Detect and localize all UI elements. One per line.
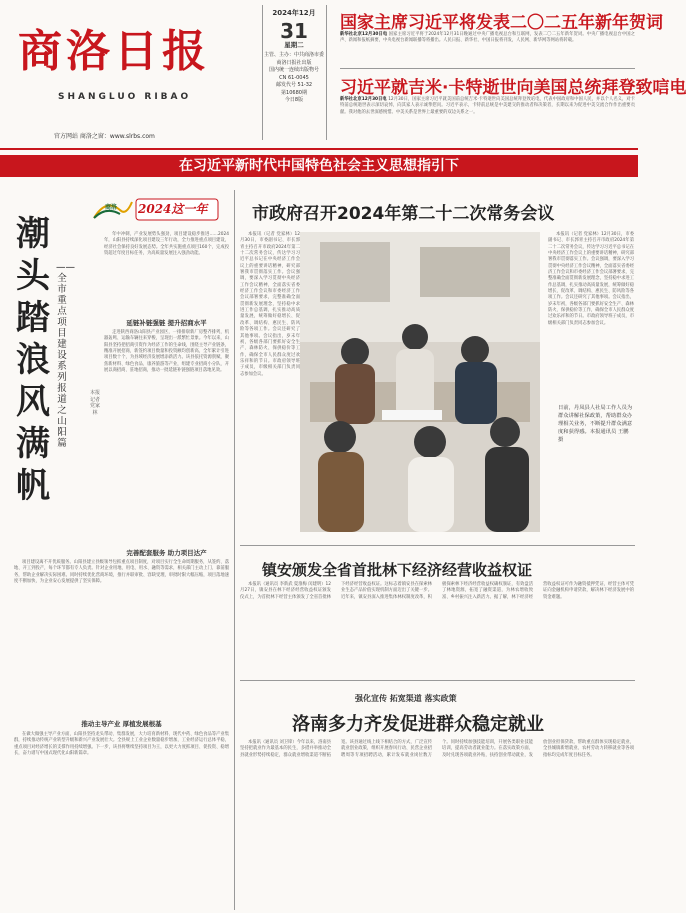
issue-line: 国内统一连续出版物号 (268, 67, 319, 73)
main-article-text: 本报讯（记者 党家林）12月30日，市委副书记、市长郭青主持召开市政府2024年第二十二次常务会议，传达学习习近平总书记在中央经济工作会议上的重要讲话精神，研究部署我市贯彻落实工作。会议强调，要深入学习贯彻中央经济工作会议精神，全面落实省委经济工作会议和市委经济工作会议部署要求，完整准确全面贯彻新发展理念，坚持稳中求进工作总基调，扎实推动高质量发展，统筹做好稳增长、促改革、调结构、惠民生、防风险等各项工作。会议还研究了其他事项。会议指出，岁末年初，各级各部门要抓好安全生产、森林防火、保供稳价等工作，确保全市人民群众度过欢乐祥和的节日。市政府领导班子成员，市级相关部门负责同志参加会议。 (240, 232, 300, 377)
divider (326, 5, 327, 140)
issue-line: 邮发代号 51-32 (275, 82, 313, 88)
divider (240, 545, 635, 546)
feature-section-2-cont (14, 576, 229, 636)
photo-people-icon (300, 232, 540, 532)
section-heading: 完善配套服务 助力项目达产 (126, 549, 207, 557)
issue-line: 今日8版 (284, 97, 304, 103)
column-divider (234, 190, 235, 910)
issue-line: 商洛日报社出版 (276, 59, 312, 66)
feature-intro: 年中冲刺，产业发展势头强劲，项目建设稳步推进……2024年，山阳县持续深化项目建设三年行动，全力推进重点项目建设，经济社会保持良好发展态势。全年共实施重点项目160个，完成投资超过年度目标任务，为高质量发展注入强劲动能。 (104, 232, 229, 257)
feature-section-1: 走进陕西商洛山阳县产业园区，一排排崭新厂房整齐排列，机器轰鸣、运输车辆往来穿梭，呈现出一派繁忙景象。今年以来，山阳县坚持把招商引资作为经济工作的生命线，围绕主导产业链条，精准开展招商，新签约项目数量和投资额均创新高，全年累计引进项目数十个，为县域经济发展增添新活力。该县依托资源禀赋，聚焦新材料、绿色食品、康养旅游等产业，组建专业招商小分队，开展以商招商、驻地招商，推动一批延链补链强链项目落地见效。 (104, 330, 229, 374)
issue-line: 第10680期 (281, 89, 307, 96)
mid-headline[interactable]: 镇安颁发全省首批林下经济经营收益权证 (262, 561, 533, 579)
rule (0, 148, 638, 150)
photo-caption: 日前，丹凤县人社局工作人员为群众讲解社保政策，帮助群众办理相关业务，不断提升群众满意度和获得感。本报通讯员 王鹏 摄 (558, 405, 633, 443)
feature-title: 潮头踏浪风满帆 (16, 214, 50, 506)
main-headline[interactable]: 市政府召开2024年第二十二次常务会议 (252, 204, 555, 224)
top-headline-1[interactable]: 国家主席习近平将发表二〇二五年新年贺词 (340, 13, 663, 33)
section-heading: 推动主导产业 厚植发展根基 (81, 720, 162, 728)
theme-banner: 在习近平新时代中国特色社会主义思想指引下 (0, 155, 638, 177)
bottom-headline[interactable]: 洛南多力齐发促进群众稳定就业 (292, 714, 544, 735)
main-article-text-right: 本报讯（记者 党家林）12月30日，市委副书记、市长郭青主持召开市政府2024年第二十二次常务会议，传达学习习近平总书记在中央经济工作会议上的重要讲话精神，研究部署我市贯彻落实工作。会议强调，要深入学习贯彻中央经济工作会议精神，全面落实省委经济工作会议和市委经济工作会议部署要求，完整准确全面贯彻新发展理念，坚持稳中求进工作总基调，扎实推动高质量发展，统筹做好稳增长、促改革、调结构、惠民生、防风险等各项工作。会议还研究了其他事项。会议指出，岁末年初，各级各部门要抓好安全生产、森林防火、保供稳价等工作，确保全市人民群众度过欢乐祥和的节日。市政府领导班子成员，市级相关部门负责同志参加会议。 (548, 232, 634, 326)
series-logo-text: 商洛 (105, 204, 118, 211)
lede-text: 12月30日，国家主席习近平就美国前总统吉米·卡特逝世向美国总统拜登致唁电，代表中国政府和中国人民，并以个人名义，对卡特前总统逝世表示深切哀悼，向其家人表示诚挚慰问。习近平表示，卡特前总统是中美建交的推动者和决策者，长期以来为促进中美交流合作作出重要贡献。我对他的去世深感惋惜。中美关系是世界上最重要的双边关系之一。 (340, 97, 635, 115)
issue-datebox (264, 5, 324, 140)
masthead-pinyin: SHANGLUO RIBAO (58, 92, 192, 102)
section-heading: 延链补链强链 提升招商水平 (126, 319, 207, 327)
divider (340, 68, 635, 69)
issue-line: 主管、主办：中共商洛市委 (264, 52, 325, 58)
issue-day: 31 (280, 18, 308, 43)
top-lede-2 (340, 97, 635, 141)
mid-article-text: 本报讯（通讯员 李新武 夏淮梅 闵建明）12月27日，镇安县在林下经济经营收益权证颁发仪式上，为首批林下经营主体颁发了全省首批林下经济经营收益权证。这标志着镇安县在探索林业生态产品价值实现机制方面迈出了关键一步。近年来，镇安县深入推进集体林权制度改革，积极探索林下经济经营收益权确权颁证，有效盘活了林地资源，拓宽了融资渠道，为林农增收致富、乡村振兴注入新活力。据了解，林下经济经营收益权证可作为融资抵押凭证，经营主体可凭证向金融机构申请贷款，解决林下经济发展中的资金难题。 (240, 582, 634, 600)
feature-subtitle: ——全市重点项目建设系列报道之山阳篇 (56, 262, 75, 449)
bottom-article-text: 本报讯（通讯员 刘卫锋）今年以来，洛南县坚持把就业作为最基本的民生，多措并举推动全县就业形势持续稳定，群众就业增收渠道不断拓宽。该县通过线上线下相结合的方式，广泛宣传就业创业政策，组织开展春风行动、民营企业招聘周等专项招聘活动，累计发布就业岗位数万个。同时持续加强技能培训，开展各类职业技能培训，提高劳动者就业能力。在落实政策方面，及时兑现各项就业补贴，扶持创业带动就业，发放创业担保贷款，帮助重点群体实现稳定就业，全县城镇新增就业、农村劳动力转移就业等各项指标均完成年度目标任务。 (240, 740, 634, 758)
issue-weekday: 星期二 (284, 40, 304, 49)
issue-line: CN 61-0045 (279, 74, 309, 81)
lede-text: 国家主席习近平将于2024年12月31日晚通过中央广播电视总台和互联网，发表二〇二五年新年贺词。中央广播电视总台中国之声、新闻和报纸摘要，中央电视台新闻联播等将播出。人民日报、新华社、中国日报将刊发，人民网、新华网等网站将转载。 (340, 32, 635, 44)
masthead-url[interactable]: 官方网站 商洛之窗：www.slrbs.com (54, 133, 155, 140)
lede-dateline: 新华社北京12月30日电 (340, 97, 387, 102)
divider (240, 680, 635, 681)
issue-year-month: 2024年12月 (272, 9, 316, 17)
news-photo (300, 232, 540, 532)
feature-section-3: 在做大做强主导产业方面，山阳县坚持龙头带动、集群发展，大力培育新材料、现代中药、绿色食品等产业集群，持续推动传统产业转型升级和新兴产业发展壮大。全县规上工业企业数量稳步增加，工业经济运行总体平稳，重点项目对经济增长的支撑作用持续增强。下一步，该县将继续坚持项目为王，以更大力度抓项目、促投资、稳增长，奋力谱写中国式现代化山阳新篇章。 (14, 732, 229, 757)
top-headline-2[interactable]: 习近平就吉米·卡特逝世向美国总统拜登致唁电 (340, 78, 686, 98)
feature-byline: 本报记者 党家林 (90, 390, 101, 416)
bottom-kicker: 强化宣传 拓宽渠道 落实政策 (355, 694, 457, 703)
feature-section-2: 项目建设离不开优质服务。山阳县建立县级领导包抓重点项目制度，对项目实行全生命周期服务，从签约、落地、开工到投产，每个环节都有专人负责。针对企业用地、用电、用水、融资等需求，相关部门主动上门、靠前服务，帮助企业解决实际困难。同时持续优化营商环境，推行并联审批、容缺受理，审批时限大幅压缩，项目落地速度不断加快，为企业安心发展提供了坚实保障。 (14, 560, 229, 585)
divider (262, 5, 263, 140)
masthead-title: 商洛日报 (18, 26, 210, 77)
lede-dateline: 新华社北京12月30日电 (340, 32, 388, 37)
series-title: 2024这一年 (138, 202, 208, 216)
top-lede-1 (340, 32, 635, 64)
